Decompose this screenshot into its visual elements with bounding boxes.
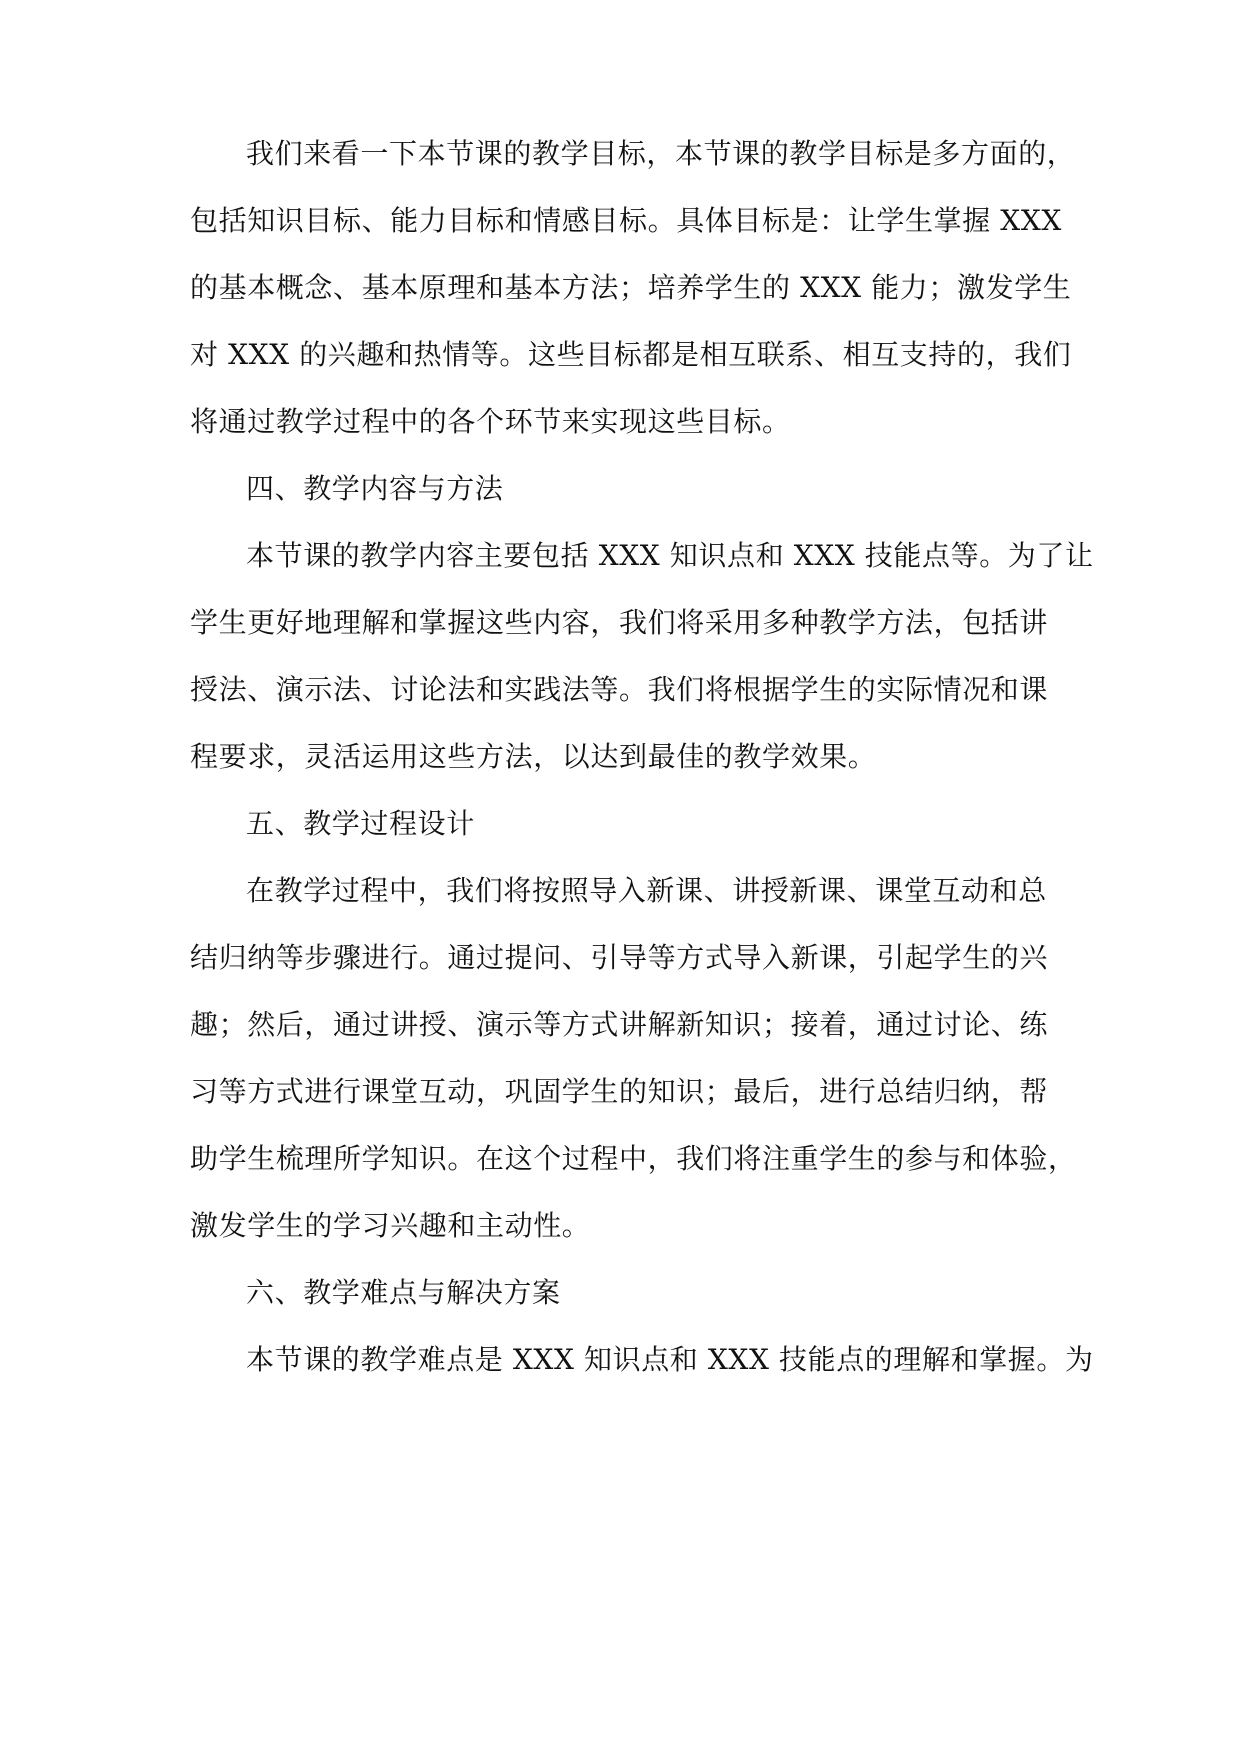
text-line: 包括知识目标、能力目标和情感目标。具体目标是：让学生掌握 XXX xyxy=(190,204,1062,237)
text-line: 习等方式进行课堂互动，巩固学生的知识；最后，进行总结归纳，帮 xyxy=(190,1075,1049,1108)
text-line: 程要求，灵活运用这些方法，以达到最佳的教学效果。 xyxy=(190,740,877,773)
section-heading: 六、教学难点与解决方案 xyxy=(246,1276,561,1309)
text-line: 的基本概念、基本原理和基本方法；培养学生的 XXX 能力；激发学生 xyxy=(190,271,1072,304)
text-line: 授法、演示法、讨论法和实践法等。我们将根据学生的实际情况和课 xyxy=(190,673,1049,706)
text-line: 我们来看一下本节课的教学目标，本节课的教学目标是多方面的， xyxy=(246,137,1076,170)
text-line: 趣；然后，通过讲授、演示等方式讲解新知识；接着，通过讨论、练 xyxy=(190,1008,1049,1041)
text-line: 学生更好地理解和掌握这些内容，我们将采用多种教学方法，包括讲 xyxy=(190,606,1049,639)
section-heading: 五、教学过程设计 xyxy=(246,807,475,840)
text-line: 在教学过程中，我们将按照导入新课、讲授新课、课堂互动和总 xyxy=(246,874,1047,907)
section-heading: 四、教学内容与方法 xyxy=(246,472,504,505)
text-line: 本节课的教学难点是 XXX 知识点和 XXX 技能点的理解和掌握。为 xyxy=(246,1343,1094,1376)
text-line: 对 XXX 的兴趣和热情等。这些目标都是相互联系、相互支持的，我们 xyxy=(190,338,1072,371)
text-line: 激发学生的学习兴趣和主动性。 xyxy=(190,1209,591,1242)
text-line: 本节课的教学内容主要包括 XXX 知识点和 XXX 技能点等。为了让 xyxy=(246,539,1094,572)
text-line: 将通过教学过程中的各个环节来实现这些目标。 xyxy=(190,405,791,438)
text-line: 结归纳等步骤进行。通过提问、引导等方式导入新课，引起学生的兴 xyxy=(190,941,1049,974)
text-line: 助学生梳理所学知识。在这个过程中，我们将注重学生的参与和体验， xyxy=(190,1142,1077,1175)
